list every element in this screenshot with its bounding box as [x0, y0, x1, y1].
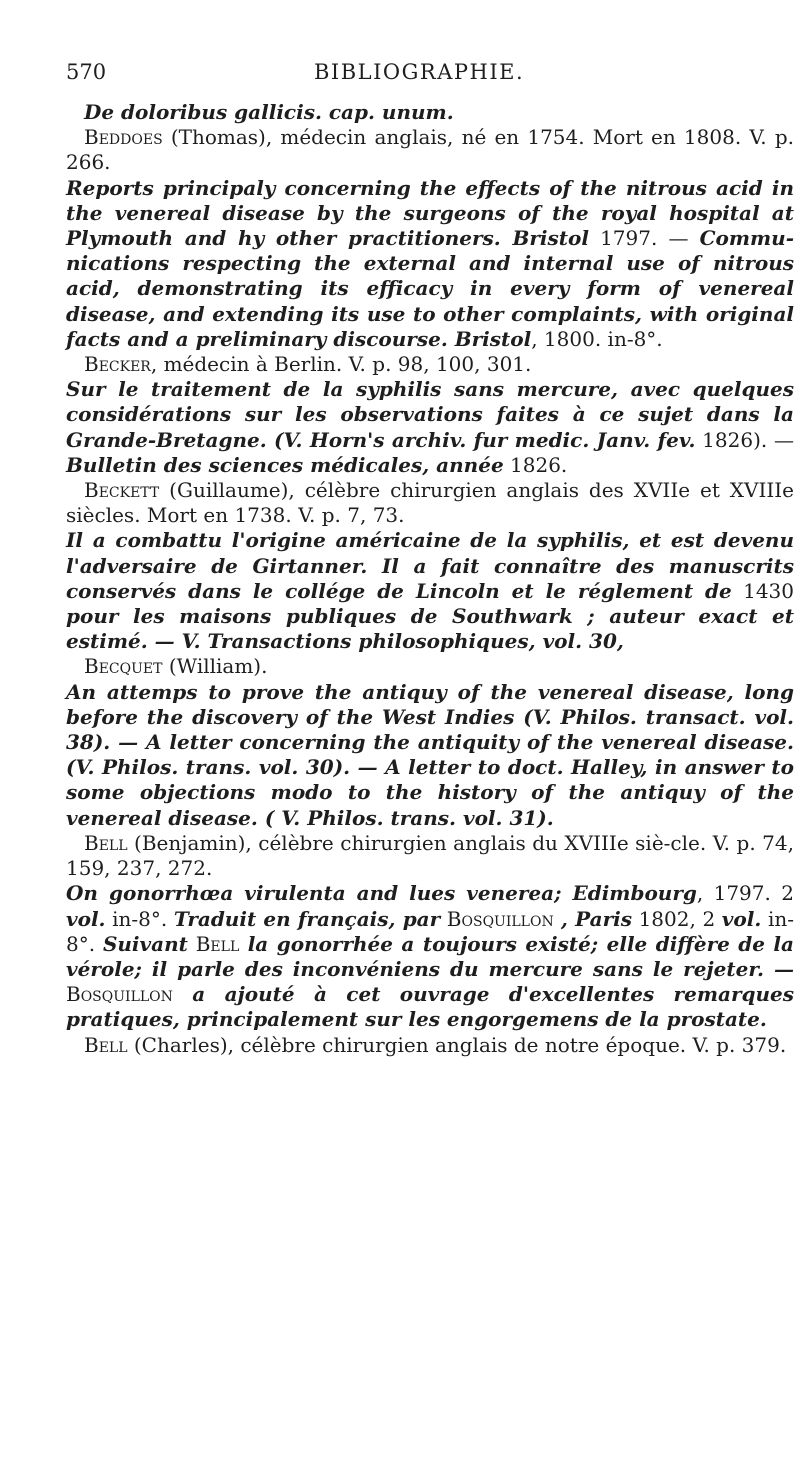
- running-head: BIBLIOGRAPHIE.: [314, 60, 525, 84]
- page-header: [66, 60, 794, 100]
- entry-author: Beddoes: [84, 125, 163, 150]
- entry-beckett: [66, 478, 794, 528]
- entry-bio: (William).: [162, 654, 268, 679]
- entry-bio: (Benjamin), célèbre chirurgien anglais du XVIIIe siè-cle. V. p. 74, 159, 237, 272.: [66, 830, 794, 881]
- entry-bio: (Thomas), médecin anglais, né en 1754. Mort en 1808. V. p. 266.: [66, 125, 794, 175]
- entry-bell-charles: [66, 1033, 794, 1058]
- entry-author: Becker: [84, 352, 151, 377]
- continuation-title: De doloribus gallicis. cap. unum.: [84, 100, 454, 124]
- bibliography-text: [66, 100, 794, 1058]
- entry-bell-benjamin: [66, 831, 794, 881]
- entry-works: Il a combattu l'origine américaine de la syphilis, et est devenu l'adversaire de Girtanner. Il a fait connaître des manuscrits conservés dans le collége de Lincoln et le réglement de 1430 pour les maisons publiques de Southwark ; auteur exact et estimé. — V. Transactions philosophiques, vol. 30,: [66, 528, 794, 654]
- entry-bio: (Charles), célèbre chirurgien anglais de notre époque. V. p. 379.: [127, 1032, 787, 1057]
- entry-works: On gonorrhœa virulenta and lues venerea; Edimbourg, 1797. 2 vol. in-8°. Traduit en français, par Bosquillon , Paris 1802, 2 vol. in-8°. Suivant Bell la gonorrhée a toujours existé; elle diffère de la vérole; il parle des inconvéniens du mercure sans le rejeter. — Bosquillon a ajouté à cet ouvrage d'excellentes remarques pratiques, principalement sur les engorgemens de la prostate.: [66, 881, 794, 1032]
- entry-beddoes: [66, 125, 794, 175]
- entry-bio: (Guillaume), célèbre chirurgien anglais des XVIIe et XVIIIe siècles. Mort en 1738. V. p. 7, 73.: [66, 478, 794, 528]
- page: [66, 60, 794, 1058]
- entry-author: Becquet: [84, 654, 163, 679]
- entry-bio: , médecin à Berlin. V. p. 98, 100, 301.: [150, 352, 532, 377]
- entry-author: Bell: [84, 830, 128, 855]
- entry-becker: [66, 352, 794, 377]
- entry-works: Sur le traitement de la syphilis sans mercure, avec quelques considérations sur les observations faites à ce sujet dans la Grande-Bretagne. (V. Horn's archiv. fur medic. Janv. fev. 1826). — Bulletin des sciences médicales, année 1826.: [66, 377, 794, 477]
- page-number: 570: [66, 60, 107, 84]
- entry-works: An attemps to prove the antiquy of the venereal disease, long before the discovery of the West Indies (V. Philos. transact. vol. 38). — A letter concerning the antiquity of the venereal disease. (V. Philos. trans. vol. 30). — A letter to doct. Halley, in answer to some objections modo to the history of the antiquy of the venereal disease. ( V. Philos. trans. vol. 31).: [66, 679, 794, 830]
- entry-author: Bell: [84, 1032, 128, 1057]
- entry-author: Beckett: [84, 478, 160, 503]
- entry-works: Reports principaly concerning the effects of the nitrous acid in the venereal disease by the surgeons of the royal hospital at Plymouth and hy other practitioners. Bristol 1797. — Commu-nications respecting the external and internal use of nitrous acid, demonstrating its efficacy in every form of venereal disease, and extending its use to other complaints, with original facts and a preliminary discourse. Bristol, 1800. in-8°.: [66, 175, 795, 351]
- entry-becquet: [66, 654, 794, 679]
